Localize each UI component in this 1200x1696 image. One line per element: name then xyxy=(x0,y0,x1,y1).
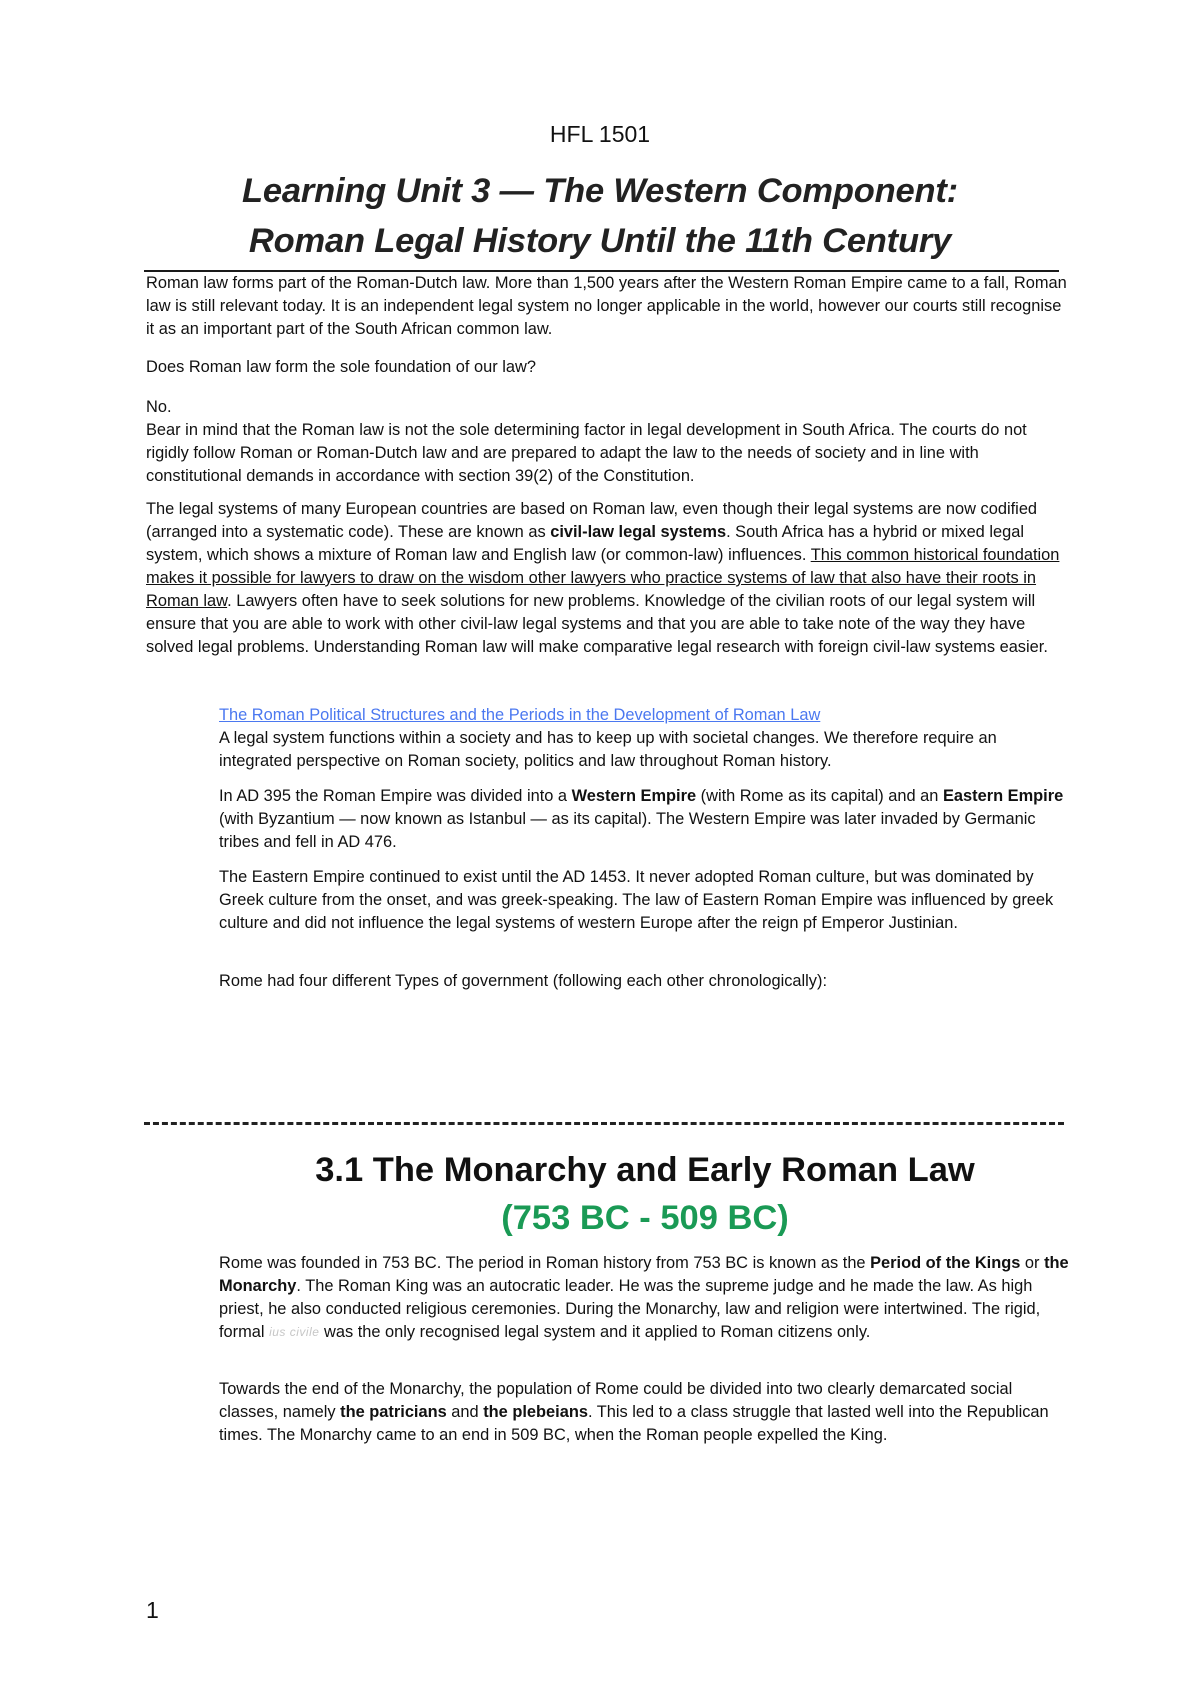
m1-text-b: or xyxy=(1020,1254,1045,1272)
political-structures-section xyxy=(219,704,1069,773)
ius-civile-faded-text: ius civile xyxy=(269,1325,320,1340)
p4-underlined-text: This common historical foundation makes it possible for lawyers to draw on the wisdom other lawyers who practice systems of law that also have their roots in Roman law xyxy=(146,546,1060,610)
section-heading: 3.1 The Monarchy and Early Roman Law xyxy=(315,1151,975,1189)
political-paragraph-3: The Eastern Empire continued to exist until the AD 1453. It never adopted Roman culture, but was dominated by Greek culture from the onset, and was greek-speaking. The law of Eastern Roman Empire was influenced by greek culture and did not influence the legal systems of western Europe after the reign pf Emperor Justinian. xyxy=(219,868,1054,932)
m1-text-a: Rome was founded in 753 BC. The period in Roman history from 753 BC is known as the xyxy=(219,1254,871,1272)
plebeians-term: the plebeians xyxy=(483,1403,588,1421)
page-number: 1 xyxy=(146,1597,159,1623)
monarchy-paragraph-2 xyxy=(219,1378,1069,1447)
m2-text-a: Towards the end of the Monarchy, the population of Rome could be divided into two clearly demarcated social classes, namely xyxy=(219,1380,1013,1421)
political-paragraph-1: A legal system functions within a society and has to keep up with societal changes. We therefore require an integrated perspective on Roman society, politics and law throughout Roman history. xyxy=(219,729,997,770)
section-divider xyxy=(144,1122,1064,1125)
monarchy-term: the Monarchy xyxy=(219,1254,1069,1295)
p4-text-a: The legal systems of many European countries are based on Roman law, even though their legal systems are now codified (arranged into a systematic code). These are known as xyxy=(146,500,1038,541)
eastern-empire-term: Eastern Empire xyxy=(942,787,1064,805)
political-structures-link[interactable]: The Roman Political Structures and the Periods in the Development of Roman Law xyxy=(219,706,821,724)
title-line-2: Roman Legal History Until the 11th Century xyxy=(248,222,952,260)
p2-text-c: (with Byzantium — now known as Istanbul — as its capital). The Western Empire was later invaded by Germanic tribes and fell in AD 476. xyxy=(219,810,1036,851)
intro-answer: No. xyxy=(146,398,172,416)
intro-paragraph-1: Roman law forms part of the Roman-Dutch law. More than 1,500 years after the Western Roman Empire came to a fall, Roman law is still relevant today. It is an independent legal system no longer applicable in the world, however our courts still recognise it as an important part of the South African common law. xyxy=(146,274,1067,338)
m2-text-c: . This led to a class struggle that lasted well into the Republican times. The Monarchy came to an end in 509 BC, when the Roman people expelled the King. xyxy=(219,1403,1049,1444)
p4-text-b: . South Africa has a hybrid or mixed legal system, which shows a mixture of Roman law and English law (or common-law) influences. xyxy=(146,523,1024,564)
political-paragraph-4: Rome had four different Types of government (following each other chronologically): xyxy=(219,972,828,990)
p4-text-c: . Lawyers often have to seek solutions for new problems. Knowledge of the civilian roots of our legal system will ensure that you are able to work with other civil-law legal systems and that you are able to take note of the way they have solved legal problems. Understanding Roman law will make comparative legal research with foreign civil-law systems easier. xyxy=(146,592,1048,656)
patricians-term: the patricians xyxy=(340,1403,447,1421)
course-code: HFL 1501 xyxy=(549,121,651,147)
title-line-1: Learning Unit 3 — The Western Component: xyxy=(242,172,958,210)
section-dates: (753 BC - 509 BC) xyxy=(501,1199,789,1237)
intro-question: Does Roman law form the sole foundation of our law? xyxy=(146,358,536,376)
page-title xyxy=(0,166,1200,266)
m1-text-d: was the only recognised legal system and it applied to Roman citizens only. xyxy=(319,1323,871,1341)
m2-text-b: and xyxy=(446,1403,484,1421)
intro-answer-block xyxy=(146,396,1071,488)
p2-text-a: In AD 395 the Roman Empire was divided into a xyxy=(219,787,572,805)
intro-paragraph-4 xyxy=(146,498,1071,659)
western-empire-term: Western Empire xyxy=(571,787,697,805)
monarchy-paragraph-1 xyxy=(219,1252,1069,1344)
political-paragraph-2 xyxy=(219,785,1069,854)
intro-paragraph-3: Bear in mind that the Roman law is not the sole determining factor in legal development in South Africa. The courts do not rigidly follow Roman or Roman-Dutch law and are prepared to adapt the law to the needs of society and in line with constitutional demands in accordance with section 39(2) of the Constitution. xyxy=(146,421,1027,485)
period-of-kings-term: Period of the Kings xyxy=(870,1254,1021,1272)
m1-text-c: . The Roman King was an autocratic leader. He was the supreme judge and he made the law. As high priest, he also conducted religious ceremonies. During the Monarchy, law and religion were intertwined. The rigid, formal xyxy=(219,1277,1041,1341)
civil-law-term: civil-law legal systems xyxy=(550,523,727,541)
p2-text-b: (with Rome as its capital) and an xyxy=(696,787,943,805)
